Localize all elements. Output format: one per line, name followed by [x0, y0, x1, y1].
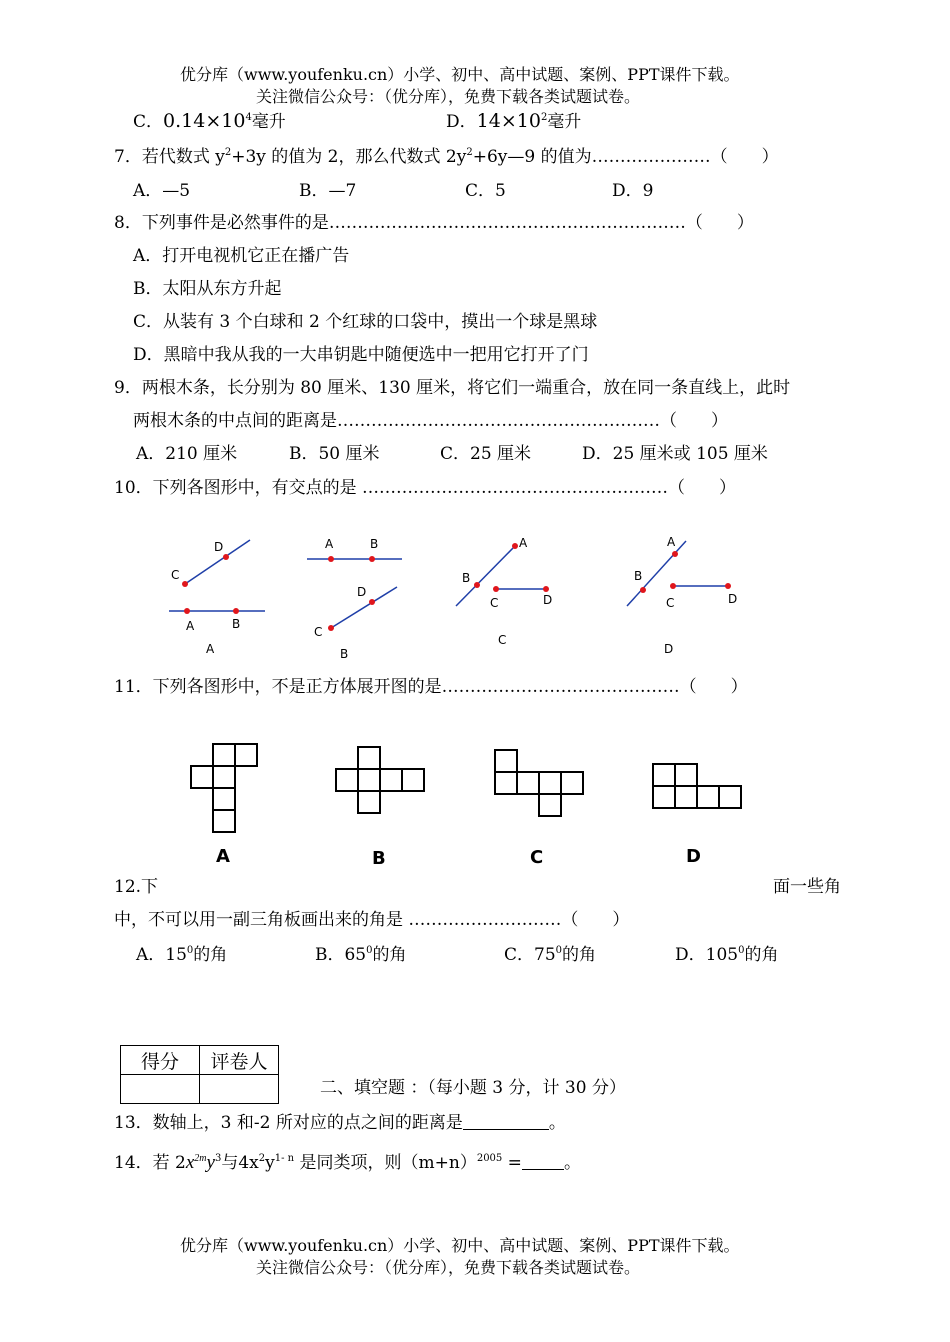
net-b	[336, 747, 424, 813]
label-a: A	[519, 536, 528, 550]
q9-option-c: C．25 厘米	[440, 444, 532, 464]
label-c: C	[490, 596, 499, 610]
label-a: A	[325, 537, 334, 551]
q13-answer-blank[interactable]	[463, 1113, 549, 1130]
label-c: C	[314, 625, 323, 639]
q7-option-d: D．9	[612, 181, 654, 201]
q7-stem: 7．若代数式 $y^2+3y$ 的值为 2，那么代数式 $2y^2+6y—9$ 的值为…………………（ ）	[114, 147, 779, 167]
q14: 14．若 $2x^{2m}y^3$与$4x^2y^{1- n}$ 是同类项，则$(m+n)^{2005}$ = 。	[114, 1152, 581, 1173]
q7-option-a: A．—5	[133, 181, 191, 201]
header-line-2: 关注微信公众号：（优分库），免费下载各类试题试卷。	[256, 87, 641, 106]
caption-a: A	[206, 642, 215, 656]
net-a	[191, 744, 257, 832]
q12-option-a: A．$15^0$的角	[136, 945, 228, 965]
header-line-1: 优分库（www.youfenku.cn）小学、初中、高中试题、案例、PPT课件下载。	[180, 65, 740, 84]
section-2-title: 二、填空题 ：（每小题 3 分，计 30 分）	[320, 1078, 626, 1098]
label-c: C	[666, 596, 675, 610]
label-c: C	[171, 568, 180, 582]
q8-option-b: B．太阳从东方升起	[133, 279, 282, 299]
net-b-label: B	[372, 848, 386, 869]
label-b: B	[462, 571, 471, 585]
q6-option-d: D．$14\times 10^2$毫升	[446, 110, 582, 132]
score-header: 得分	[121, 1046, 200, 1075]
q7-option-c: C．5	[465, 181, 506, 201]
footer-line-1: 优分库（www.youfenku.cn）小学、初中、高中试题、案例、PPT课件下载。	[180, 1236, 740, 1255]
q12-option-b: B．$65^0$的角	[315, 945, 407, 965]
net-c-label: C	[530, 847, 544, 868]
grader-cell[interactable]	[200, 1075, 279, 1104]
label-b: B	[370, 537, 379, 551]
q10-stem: 10．下列各图形中，有交点的是 ………………………………………………（ ）	[114, 478, 737, 498]
score-cell[interactable]	[121, 1075, 200, 1104]
caption-b: B	[340, 647, 349, 661]
label-a: A	[186, 619, 195, 633]
q13: 13．数轴上，3 和-2 所对应的点之间的距离是 。	[114, 1113, 566, 1133]
q9-option-d: D．25 厘米或 105 厘米	[582, 444, 768, 464]
net-d	[653, 764, 741, 808]
q12-stem-line-1b: 面一些角	[773, 877, 841, 897]
q11-stem: 11．下列各图形中，不是正方体展开图的是……………………………………（ ）	[114, 677, 748, 697]
q9-stem-line-2: 两根木条的中点间的距离是…………………………………………………（ ）	[133, 411, 728, 431]
net-c	[495, 750, 583, 816]
q9-option-a: A．210 厘米	[136, 444, 238, 464]
q12-stem-line-1a: 12.下	[114, 877, 159, 897]
label-d: D	[728, 592, 738, 606]
q12-stem-line-2: 中，不可以用一副三角板画出来的角是 ………………………（ ）	[114, 910, 630, 930]
q9-option-b: B．50 厘米	[289, 444, 380, 464]
q12-option-c: C．$75^0$的角	[504, 945, 597, 965]
grader-header: 评卷人	[200, 1046, 279, 1075]
net-d-label: D	[686, 846, 701, 867]
q8-option-d: D．黑暗中我从我的一大串钥匙中随便选中一把用它打开了门	[133, 345, 589, 365]
label-d: D	[357, 585, 367, 599]
q6-option-c: C．$0.14\times 10^4$毫升	[133, 110, 286, 132]
q8-option-a: A．打开电视机它正在播广告	[133, 246, 350, 266]
q7-option-b: B．—7	[299, 181, 357, 201]
label-d: D	[214, 540, 224, 554]
net-a-label: A	[216, 846, 230, 867]
q8-option-c: C．从装有 3 个白球和 2 个红球的口袋中，摸出一个球是黑球	[133, 312, 598, 332]
score-table	[120, 1045, 279, 1104]
label-b: B	[232, 617, 241, 631]
caption-c: C	[498, 633, 507, 647]
caption-d: D	[664, 642, 674, 656]
q14-answer-blank[interactable]	[522, 1153, 564, 1170]
q9-stem-line-1: 9．两根木条，长分别为 80 厘米、130 厘米，将它们一端重合，放在同一条直线上，此时	[114, 378, 791, 398]
q12-option-d: D．$105^0$的角	[675, 945, 779, 965]
label-a: A	[667, 535, 676, 549]
label-d: D	[543, 593, 553, 607]
q8-stem: 8．下列事件是必然事件的是………………………………………………………（ ）	[114, 213, 754, 233]
footer-line-2: 关注微信公众号：（优分库），免费下载各类试题试卷。	[256, 1258, 641, 1277]
label-b: B	[634, 569, 643, 583]
